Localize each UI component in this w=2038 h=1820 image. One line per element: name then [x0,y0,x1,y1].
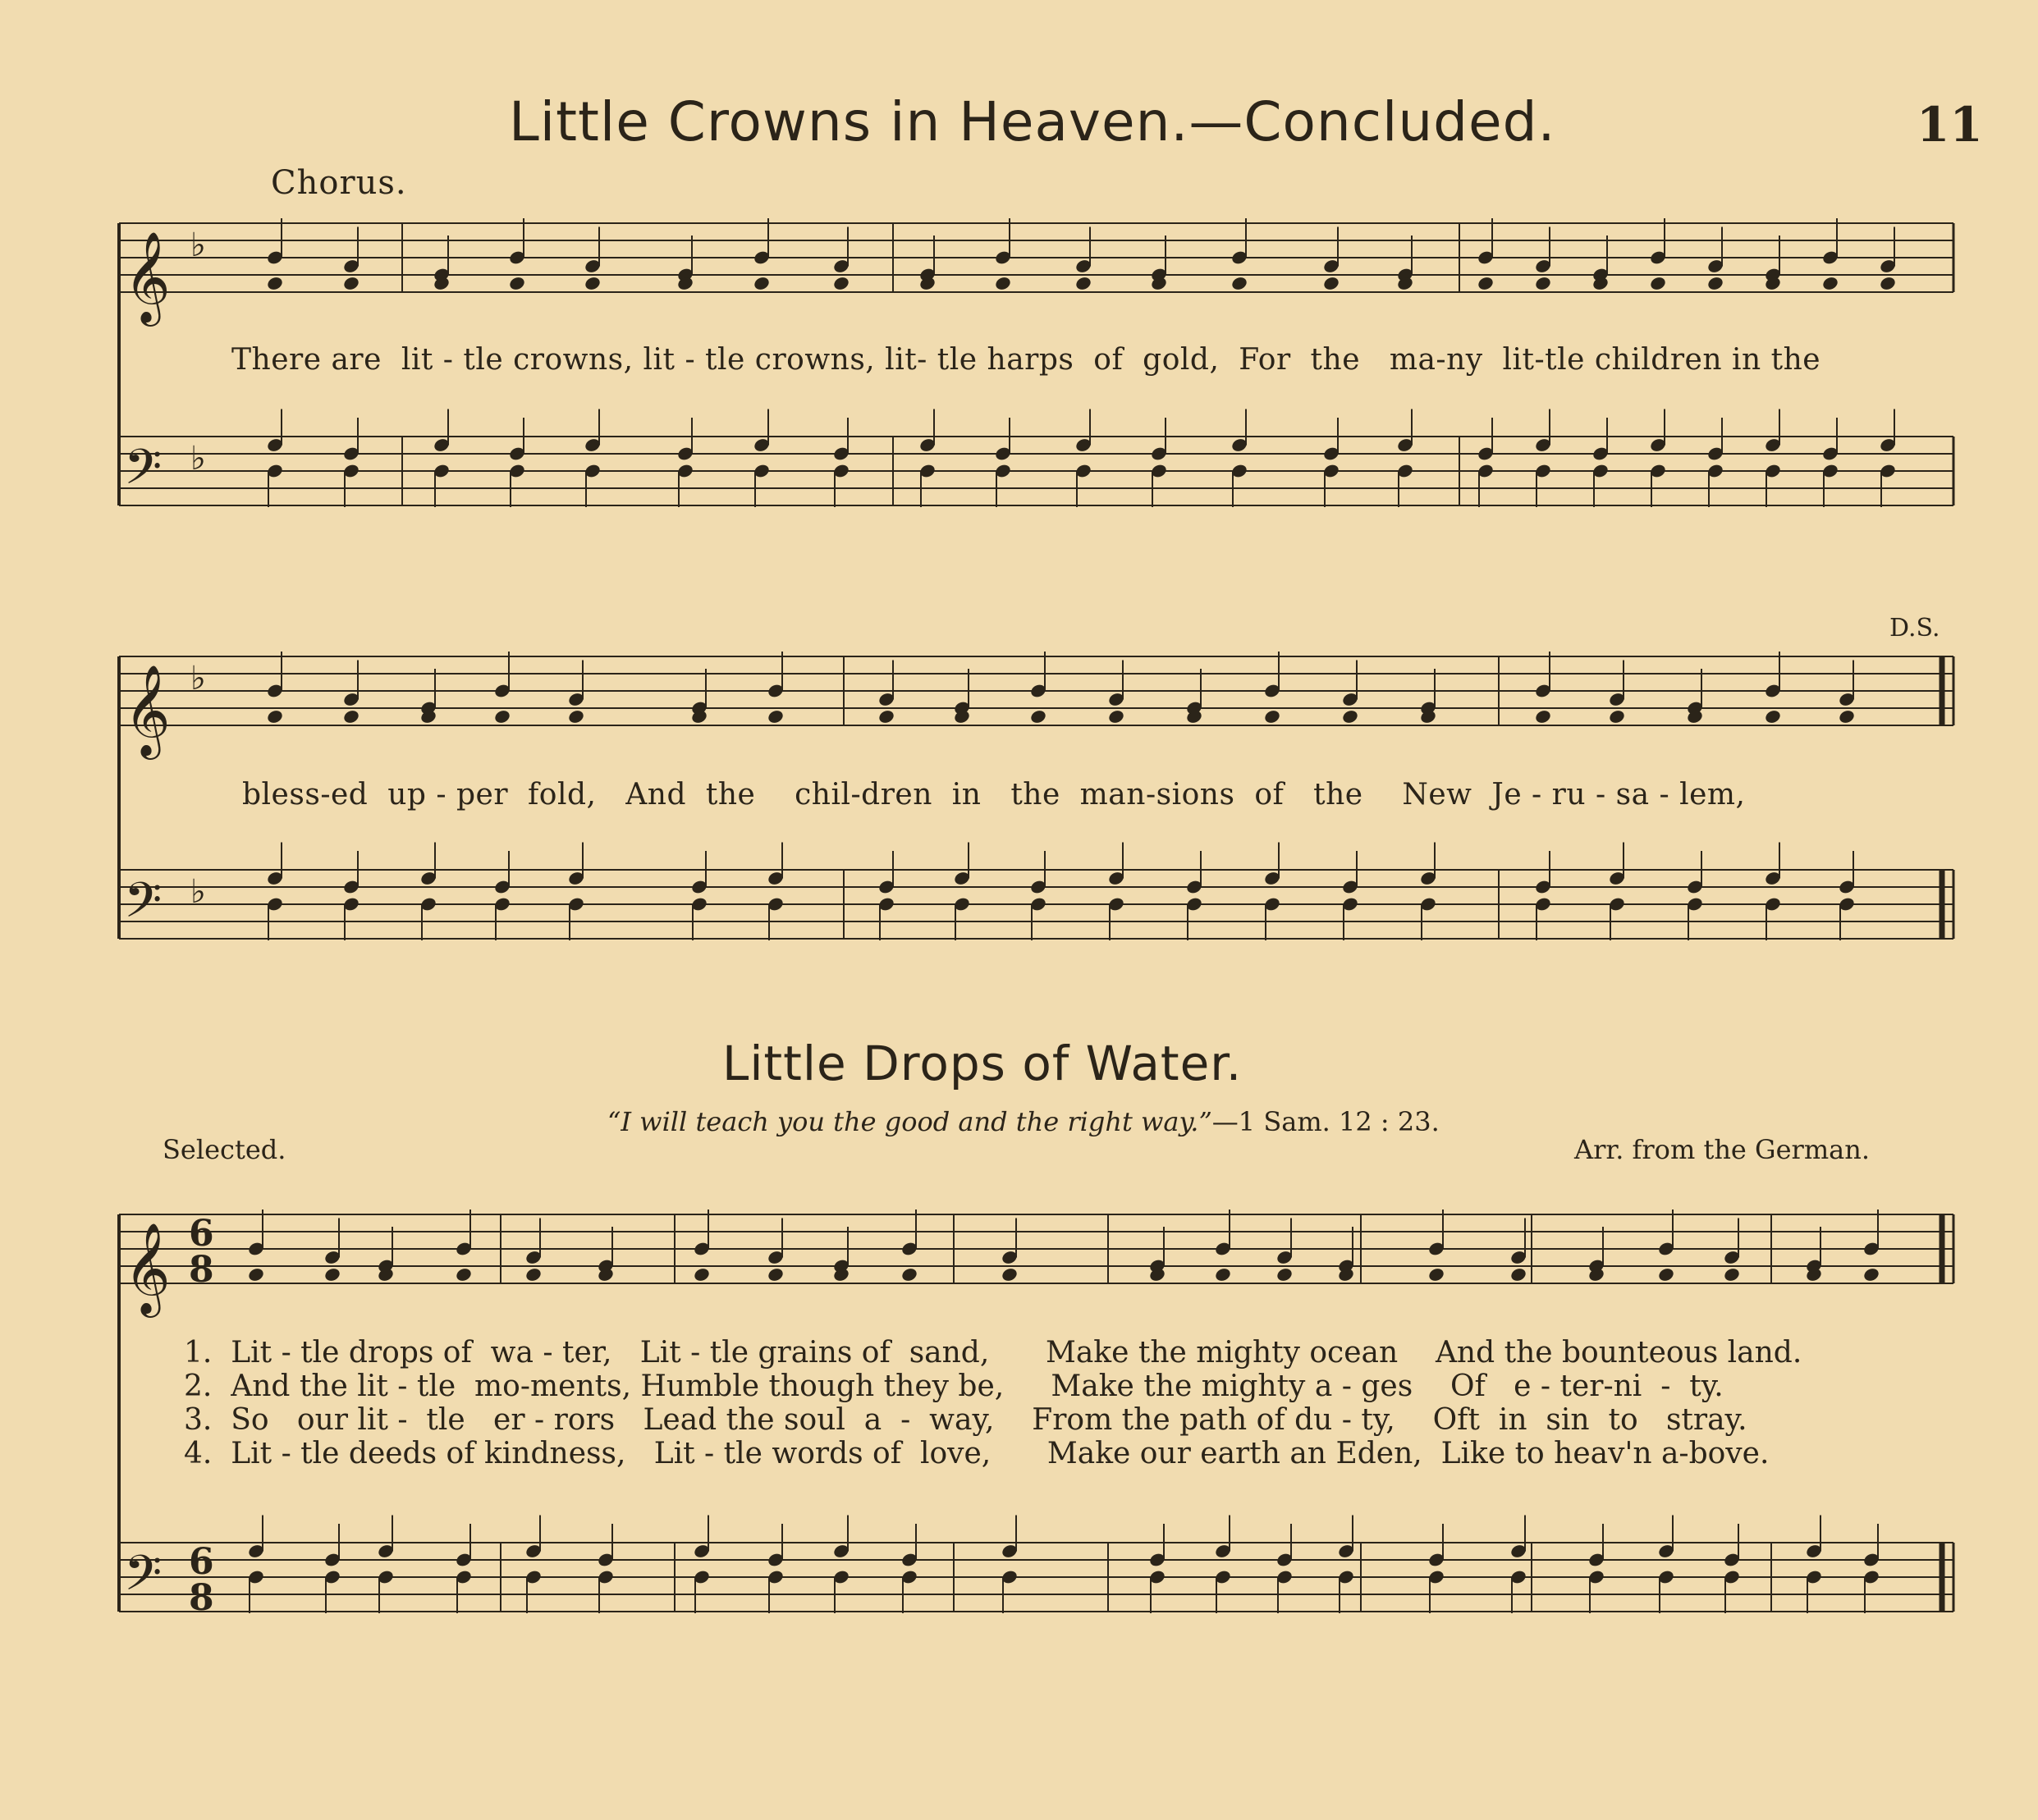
clef: 𝄞 [124,664,171,756]
clef: 𝄞 [124,231,171,322]
notehead [1107,708,1125,725]
notehead [1214,1266,1232,1283]
notehead [1322,275,1340,291]
notehead [342,708,360,725]
notehead [1341,708,1359,725]
key-signature-flat: ♭ [190,440,206,478]
notehead [1862,1266,1880,1283]
notehead [1427,1266,1445,1283]
clef: 𝄞 [124,1222,171,1314]
notehead [1074,275,1092,291]
notehead [266,708,284,725]
notehead [1001,1266,1019,1283]
notehead [1764,708,1782,725]
notehead [524,1266,543,1283]
notehead [1275,1266,1294,1283]
notehead [1657,1266,1675,1283]
notehead [1879,275,1897,291]
time-signature-bottom: 8 [189,1249,214,1291]
clef: 𝄢 [124,1544,163,1613]
stanza-4: 4. Lit - tle deeds of kindness, Lit - tle words of love, Make our earth an Eden, Like to heav'n a-bove. [184,1437,1770,1470]
notehead [1706,275,1724,291]
hymn-title-2: Little Drops of Water. [722,1036,1243,1091]
scripture-reference: —1 Sam. 12 : 23. [1211,1106,1440,1137]
notehead [508,275,526,291]
notehead [767,1266,785,1283]
notehead [493,708,511,725]
notehead [567,708,585,725]
clef: 𝄢 [124,438,163,507]
key-signature-flat: ♭ [190,873,206,911]
notehead [900,1266,918,1283]
notehead [1821,275,1839,291]
clef: 𝄢 [124,871,163,940]
key-signature-flat: ♭ [190,226,206,264]
notehead [1534,275,1552,291]
music-credit: Arr. from the German. [1574,1134,1871,1165]
notehead [1477,275,1495,291]
notehead [832,275,850,291]
notehead [877,708,895,725]
notehead [1534,708,1552,725]
notehead [1263,708,1281,725]
notehead [455,1266,473,1283]
notehead [1723,1266,1741,1283]
scripture-quote: “I will teach you the good and the right way.” [607,1106,1212,1137]
notehead [1230,275,1248,291]
dal-segno-label: D.S. [1889,614,1940,642]
notehead [1838,708,1856,725]
notehead [994,275,1012,291]
notehead [693,1266,711,1283]
notehead [753,275,771,291]
notehead [1509,1266,1527,1283]
notehead [323,1266,341,1283]
time-signature-top: 6 [189,1541,214,1583]
notehead [266,275,284,291]
notehead [1029,708,1047,725]
key-signature-flat: ♭ [190,660,206,697]
notehead [1608,708,1626,725]
notehead [767,708,785,725]
stanza-1: 1. Lit - tle drops of wa - ter, Lit - tle grains of sand, Make the mighty ocean And the bounteous land. [184,1336,1802,1370]
stanza-2: 2. And the lit - tle mo-ments, Humble though they be, Make the mighty a - ges Of e - ter-ni - ty. [184,1370,1724,1403]
chorus-lyrics-line-1: There are lit - tle crowns, lit - tle crowns, lit- tle harps of gold, For the ma-ny lit-tle children in the [231,343,1821,377]
notehead [342,275,360,291]
time-signature-bottom: 8 [189,1577,214,1619]
words-credit: Selected. [163,1134,286,1165]
chorus-lyrics-line-2: bless-ed up - per fold, And the chil-dren in the man-sions of the New Je - ru - sa - lem, [242,778,1746,812]
notehead [1649,275,1667,291]
chorus-label: Chorus. [271,164,407,202]
stanza-3: 3. So our lit - tle er - rors Lead the soul a - way, From the path of du - ty, Oft in sin to stray. [184,1403,1747,1437]
time-signature-top: 6 [189,1213,214,1255]
notehead [247,1266,265,1283]
notehead [584,275,602,291]
page-number: 11 [1917,97,1983,153]
hymn-title: Little Crowns in Heaven.—Concluded. [509,90,1556,153]
